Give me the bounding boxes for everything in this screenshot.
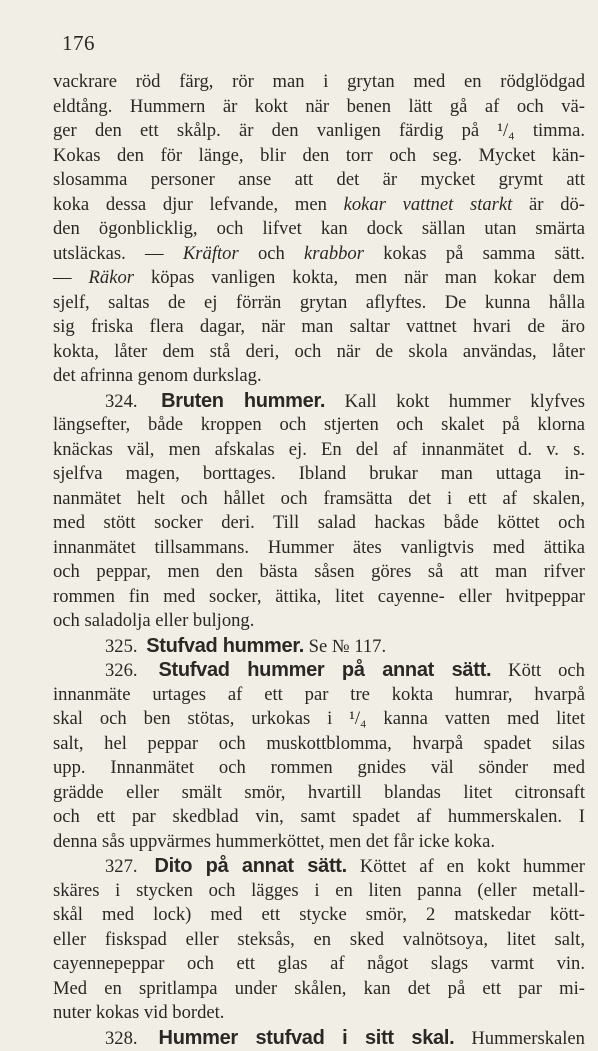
text-line: vackrare röd färg, rör man i grytan med en rödglödgad (53, 71, 585, 92)
recipe-title: Stufvad hummer på annat sätt. (158, 659, 492, 681)
recipe-number: 324. (105, 390, 138, 412)
text-line: Kokas den för länge, blir den torr och seg. Mycket kän- (53, 144, 585, 166)
text-line: och saladolja eller buljong. (53, 610, 255, 631)
recipe-title: Stufvad hummer. (146, 634, 304, 657)
text-line: slosamma personer anse att det är mycket grymt att (53, 169, 585, 190)
text-line: kokta, låter dem stå deri, och när de skola användas, låter (53, 340, 585, 362)
recipe-text: Kall kokt hummer klyfves (344, 390, 585, 412)
text-line: knäckas väl, men afskalas ej. En del af innanmätet d. v. s. (53, 438, 585, 460)
text-line: upp. Innanmätet och rommen gnides väl sönder med (53, 757, 585, 778)
recipe-title: Dito på annat sätt. (154, 855, 347, 877)
text-line: innanmäte urtages af ett par tre kokta humrar, hvarpå (53, 683, 585, 705)
text-line: denna sås uppvärmes hummerköttet, men det får icke koka. (53, 830, 495, 852)
page-body (53, 70, 585, 1050)
recipe-327-heading-line (53, 854, 585, 879)
text-line: sig friska flera dagar, när man saltar vattnet hvari de äro (53, 316, 585, 337)
text-line: — Räkor köpas vanligen kokta, men när man kokar dem (53, 267, 585, 288)
recipe-text: Se № 117. (308, 635, 387, 657)
text-line: eller fiskspad eller steksås, en sked valnötsoya, litet salt, (53, 928, 585, 950)
text-line: cayennepeppar och ett glas af något slags varmt vin. (53, 953, 585, 974)
text-line: koka dessa djur lefvande, men kokar vattnet starkt är dö- (53, 193, 585, 215)
recipe-324-heading-line (53, 389, 585, 414)
recipe-325-heading-line (53, 634, 585, 659)
recipe-text: Hummerskalen (471, 1027, 585, 1049)
text-line: Med en spritlampa under skålen, kan det på ett par mi- (53, 977, 585, 999)
recipe-number: 326. (105, 660, 138, 681)
text-line: eldtång. Hummern är kokt när benen lätt gå af och vä- (53, 95, 585, 117)
text-line: nuter kokas vid bordet. (53, 1002, 225, 1023)
recipe-title: Hummer stufvad i sitt skal. (158, 1026, 455, 1049)
text-line: längsefter, både kroppen och stjerten och skalet på klorna (53, 414, 585, 435)
text-line: med stött socker deri. Till salad hackas både köttet och (53, 512, 585, 533)
recipe-number: 328. (105, 1027, 138, 1049)
text-line: skäres i stycken och lägges i en liten panna (eller metall- (53, 879, 585, 901)
recipe-text: Köttet af en kokt hummer (359, 856, 585, 877)
text-line: det afrinna genom durkslag. (53, 365, 262, 386)
text-line: den ögonblicklig, och lifvet kan dock sällan utan smärta (53, 218, 585, 239)
text-line: sjelf, saltas de ej förrän grytan aflyftes. De kunna hålla (53, 291, 585, 313)
recipe-text: Kött och (508, 660, 585, 681)
text-line: och peppar, men den bästa såsen göres så att man rifver (53, 561, 585, 582)
text-line: ger den ett skålp. är den vanligen färdig på ¹/₄ timma. (53, 120, 585, 141)
text-line: innanmätet tillsammans. Hummer ätes vanligtvis med ättika (53, 536, 585, 558)
text-line: skål med lock) med ett stycke smör, 2 matskedar kött- (53, 904, 585, 925)
text-line: utsläckas. — Kräftor och krabbor kokas på samma sätt. (53, 242, 585, 264)
recipe-number: 327. (105, 856, 138, 877)
text-line: salt, hel peppar och muskottblomma, hvarpå spadet silas (53, 732, 585, 754)
recipe-326-heading-line (53, 658, 585, 683)
text-line: rommen fin med socker, ättika, litet cayenne- eller hvitpeppar (53, 585, 585, 607)
text-line: grädde eller smält smör, hvartill blandas litet citronsaft (53, 781, 585, 803)
text-line: nanmätet helt och hållet och framsätta det i ett af skalen, (53, 487, 585, 509)
recipe-title: Bruten hummer. (161, 389, 326, 412)
text-line: sjelfva magen, borttages. Ibland brukar man uttaga in- (53, 463, 585, 484)
recipe-number: 325. (105, 635, 138, 657)
text-line: och ett par skedblad vin, samt spadet af hummerskalen. I (53, 806, 585, 827)
text-line: skal och ben stötas, urkokas i ¹/₄ kanna vatten med litet (53, 708, 585, 729)
recipe-328-heading-line (53, 1026, 585, 1051)
page-number: 176 (62, 31, 95, 55)
